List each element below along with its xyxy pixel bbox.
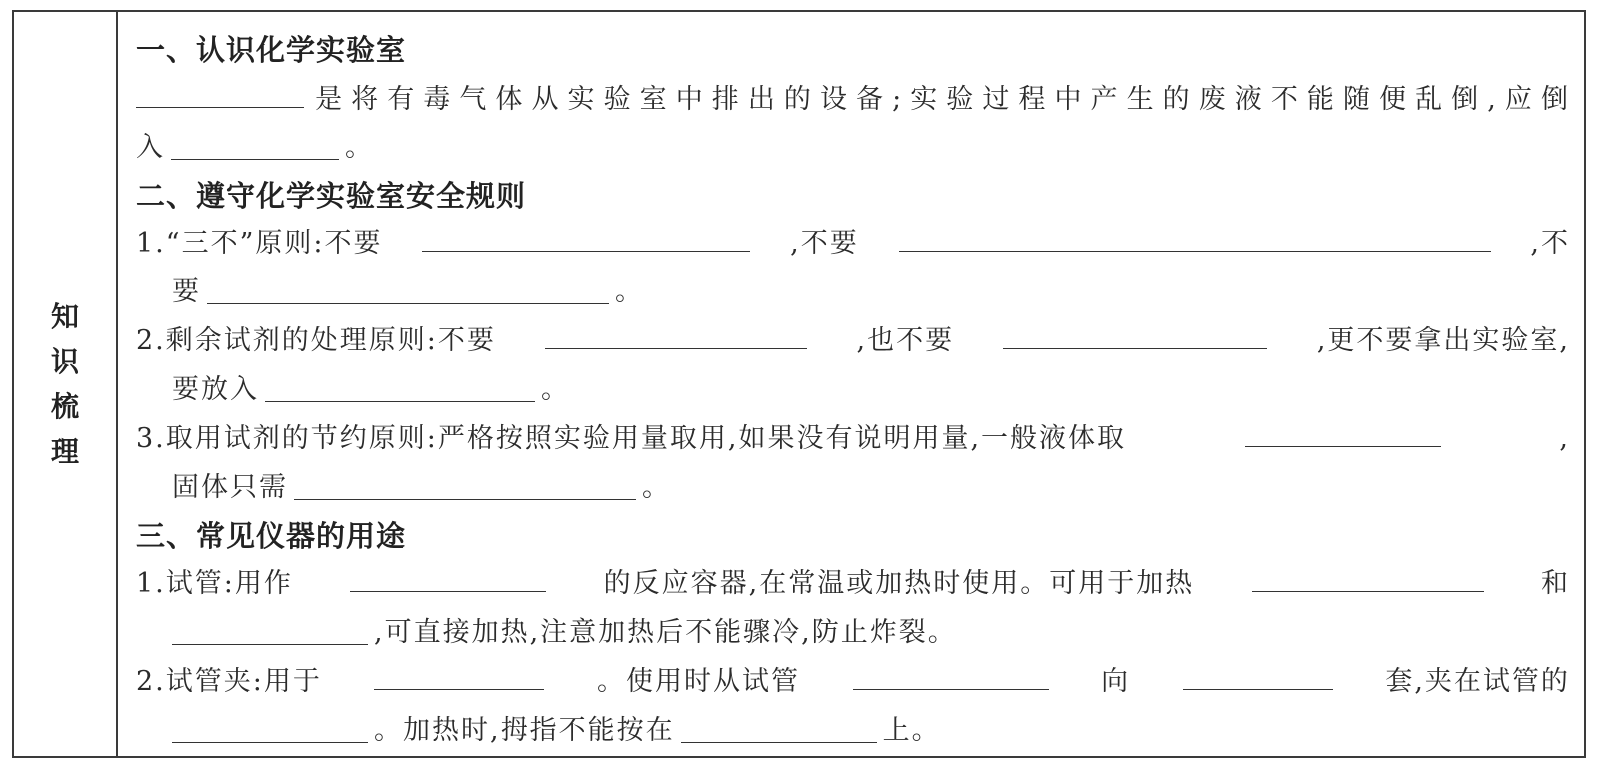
rule-text: ,不要 [790, 228, 859, 259]
s1-char: 随 [1342, 84, 1372, 115]
s1-char: 设 [819, 84, 849, 115]
blank-field[interactable] [136, 81, 304, 108]
s1-char: 程 [1018, 84, 1048, 115]
rule-text: 2.剩余试剂的处理原则:不要 [136, 325, 496, 356]
rule-2-cont [136, 366, 1570, 414]
s1-char: 产 [1090, 84, 1120, 115]
s1-char: 出 [747, 84, 777, 115]
section-title-3: 三、常见仪器的用途 [136, 519, 407, 553]
rule-text: , [1559, 423, 1570, 454]
s1-char: 乱 [1415, 84, 1445, 115]
blank-field[interactable] [899, 225, 1491, 252]
s1-line2 [136, 124, 1570, 172]
s1-text: 入 [136, 132, 165, 163]
instrument-text: 上。 [882, 715, 941, 746]
blank-field[interactable] [374, 663, 544, 690]
s1-char: 中 [675, 84, 705, 115]
s1-char: 不 [1270, 84, 1300, 115]
s1-char: 倒 [1451, 84, 1481, 115]
rule-text: 要 [172, 276, 201, 307]
blank-field[interactable] [172, 618, 368, 645]
instrument-text: 。加热时,拇指不能按在 [374, 715, 675, 746]
s1-char: 毒 [423, 84, 453, 115]
s1-char: 从 [531, 84, 561, 115]
instrument-text: ,可直接加热,注意加热后不能骤冷,防止炸裂。 [374, 617, 957, 648]
s1-char: 实 [910, 84, 940, 115]
blank-field[interactable] [1183, 663, 1333, 690]
blank-field[interactable] [1003, 322, 1267, 349]
content-area [118, 12, 1584, 756]
blank-field[interactable] [681, 716, 877, 743]
sidebar-char: 理 [50, 435, 79, 468]
rule-text: 。 [642, 472, 671, 503]
blank-field[interactable] [265, 375, 535, 402]
s1-char: , [1487, 84, 1498, 115]
instrument-text: 的反应容器,在常温或加热时使用。可用于加热 [603, 568, 1195, 599]
s1-char: 室 [639, 84, 669, 115]
sidebar-char: 知 [50, 300, 79, 333]
rule-1-cont [136, 268, 1570, 316]
s1-char: 液 [1234, 84, 1264, 115]
rule-text: ,也不要 [856, 325, 955, 356]
blank-field[interactable] [1252, 565, 1484, 592]
rule-text: 3.取用试剂的节约原则:严格按照实验用量取用,如果没有说明用量,一般液体取 [136, 423, 1127, 454]
instrument-text: 向 [1101, 666, 1131, 697]
rule-3 [136, 415, 1570, 463]
s1-char: 生 [1126, 84, 1156, 115]
s1-char: 废 [1198, 84, 1228, 115]
s1-char: 的 [783, 84, 813, 115]
s1-char: 过 [982, 84, 1012, 115]
s1-char: 的 [1162, 84, 1192, 115]
s1-char: 中 [1054, 84, 1084, 115]
section-title-1: 一、认识化学实验室 [136, 33, 407, 67]
s1-text: 。 [345, 132, 374, 163]
s1-char: 是 [315, 84, 345, 115]
instrument-1 [136, 560, 1570, 608]
instrument-text: 1.试管:用作 [136, 568, 293, 599]
blank-field[interactable] [171, 133, 339, 160]
blank-field[interactable] [545, 322, 807, 349]
s1-char: 气 [459, 84, 489, 115]
instrument-2 [136, 658, 1570, 706]
s1-char: 倒 [1540, 84, 1570, 115]
s1-char: ; [892, 84, 904, 115]
blank-field[interactable] [207, 277, 609, 304]
sidebar-char: 梳 [50, 390, 79, 423]
instrument-2-cont [136, 707, 1570, 755]
blank-field[interactable] [853, 663, 1049, 690]
blank-field[interactable] [294, 473, 636, 500]
rule-text: 1.“三不”原则:不要 [136, 228, 383, 259]
rule-text: 。 [615, 276, 644, 307]
rule-2 [136, 317, 1570, 365]
rule-text: 。 [541, 374, 570, 405]
rule-text: ,不 [1530, 228, 1570, 259]
instrument-text: 。使用时从试管 [597, 666, 801, 697]
instrument-1-cont [136, 609, 1570, 657]
instrument-text: 和 [1540, 568, 1570, 599]
rule-text: 固体只需 [172, 472, 288, 503]
s1-char: 备 [856, 84, 885, 115]
blank-field[interactable] [422, 225, 750, 252]
s1-char: 验 [603, 84, 633, 115]
section-title-2: 二、遵守化学实验室安全规则 [136, 179, 527, 213]
rule-3-cont [136, 464, 1570, 512]
rule-text: 要放入 [172, 374, 259, 405]
s1-char: 将 [351, 84, 381, 115]
s1-char: 验 [946, 84, 976, 115]
s1-char: 能 [1306, 84, 1336, 115]
blank-field[interactable] [350, 565, 546, 592]
instrument-text: 2.试管夹:用于 [136, 666, 322, 697]
s1-char: 实 [567, 84, 597, 115]
s1-char: 便 [1379, 84, 1409, 115]
knowledge-table [12, 10, 1586, 758]
blank-field[interactable] [1245, 420, 1441, 447]
sidebar-char: 识 [50, 345, 79, 378]
sidebar-knowledge-review [14, 12, 118, 756]
s1-char: 体 [495, 84, 525, 115]
s1-char: 排 [711, 84, 741, 115]
s1-char: 应 [1504, 84, 1534, 115]
rule-1 [136, 220, 1570, 268]
s1-char: 有 [387, 84, 417, 115]
blank-field[interactable] [172, 716, 368, 743]
s1-line1 [136, 76, 1570, 124]
rule-text: ,更不要拿出实验室, [1316, 325, 1570, 356]
instrument-text: 套,夹在试管的 [1385, 666, 1570, 697]
